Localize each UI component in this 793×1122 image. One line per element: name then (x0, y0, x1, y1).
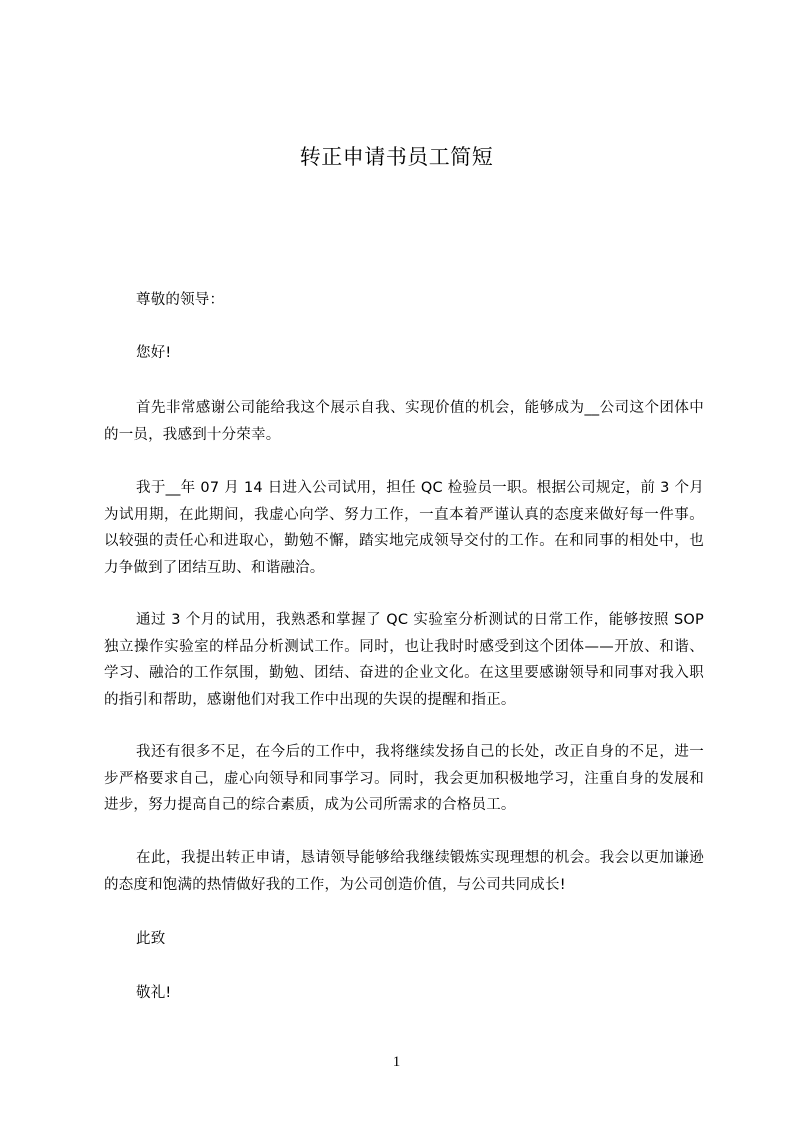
paragraph-trial-period: 我于__年 07 月 14 日进入公司试用，担任 QC 检验员一职。根据公司规定，前 3 个月为试用期，在此期间，我虚心向学、努力工作，一直本着严谨认真的态度来做好每一件事。以较强的责任心和进取心，勤勉不懈，踏实地完成领导交付的工作。在和同事的相处中，也力争做到了团结互助、和谐融洽。 (104, 480, 704, 576)
page-title: 转正申请书员工简短 (299, 145, 494, 169)
closing-line-2: 敬礼! (136, 985, 172, 1001)
paragraph-request: 在此，我提出转正申请，恳请领导能够给我继续锻炼实现理想的机会。我会以更加谦逊的态度和饱满的热情做好我的工作，为公司创造价值，与公司共同成长! (104, 850, 704, 893)
paragraph-improvement: 我还有很多不足，在今后的工作中，我将继续发扬自己的长处，改正自身的不足，进一步严格要求自己，虚心向领导和同事学习。同时，我会更加积极地学习，注重自身的发展和进步，努力提高自己的综合素质，成为公司所需求的合格员工。 (104, 744, 704, 813)
closing-line-1: 此致 (136, 931, 166, 947)
paragraph-experience: 通过 3 个月的试用，我熟悉和掌握了 QC 实验室分析测试的日常工作，能够按照 SOP 独立操作实验室的样品分析测试工作。同时，也让我时时感受到这个团体——开放、和谐、学习、融洽的工作氛围，勤勉、团结、奋进的企业文化。在这里要感谢领导和同事对我入职的指引和帮助，感谢他们对我工作中出现的失误的提醒和指正。 (104, 612, 704, 708)
paragraph-intro: 首先非常感谢公司能给我这个展示自我、实现价值的机会，能够成为__公司这个团体中的一员，我感到十分荣幸。 (104, 400, 704, 443)
greeting: 您好! (136, 345, 172, 361)
page-number: 1 (392, 1054, 401, 1070)
salutation: 尊敬的领导： (136, 292, 225, 308)
